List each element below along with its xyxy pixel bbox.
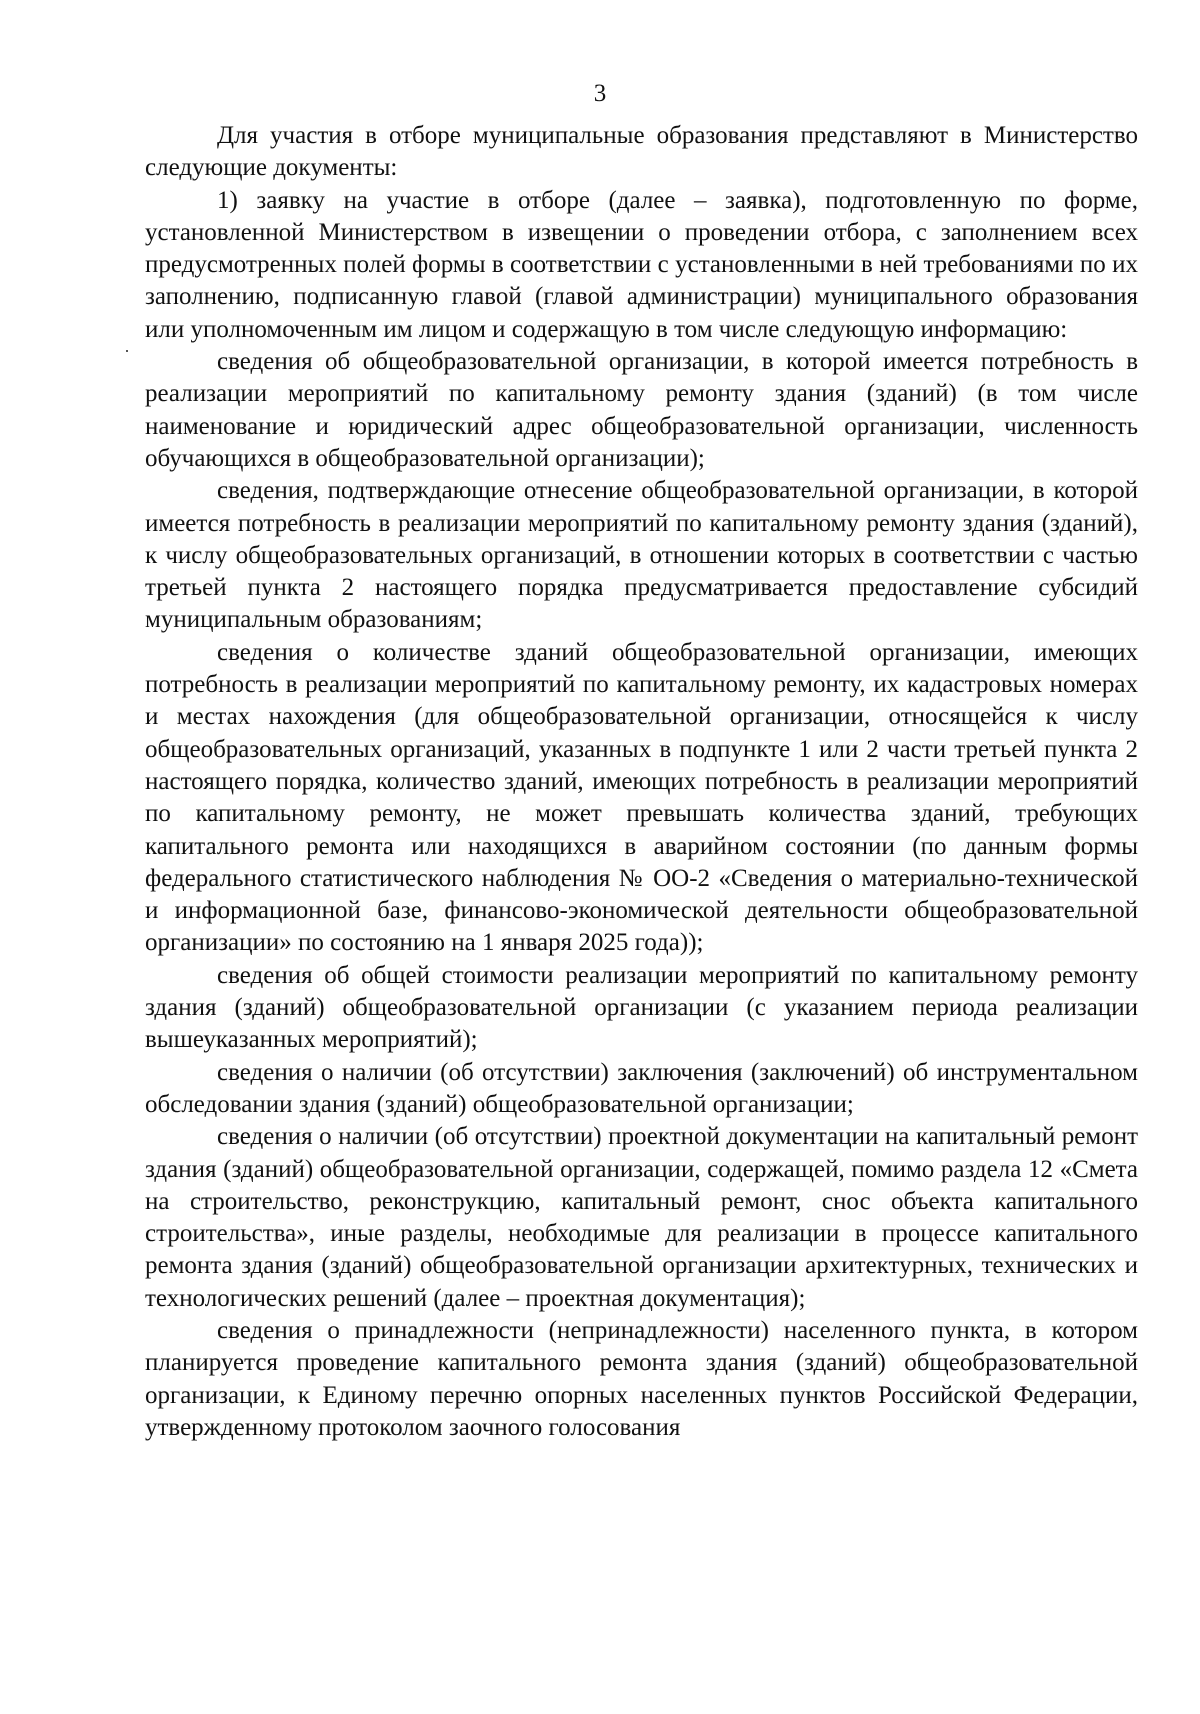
paragraph-school-info: сведения об общеобразовательной организации, в которой имеется потребность в реализации мероприятий по капитальному ремонту здания (зданий) (в том числе наименование и юридический адрес общеобразовательной организации, численность обучающихся в общеобразовательной организации);	[145, 348, 1138, 472]
scan-speck	[126, 350, 128, 352]
document-body	[145, 120, 1138, 1444]
paragraph-intro: Для участия в отборе муниципальные образования представляют в Министерство следующие документы:	[145, 122, 1138, 182]
paragraph-school-eligibility: сведения, подтверждающие отнесение общеобразовательной организации, в которой имеется потребность в реализации мероприятий по капитальному ремонту здания (зданий), к числу общеобразовательных организаций, в отношении которых в соответствии с частью третьей пункта 2 настоящего порядка предусматривается предоставление субсидий муниципальным образованиям;	[145, 477, 1138, 634]
paragraph-item-1-application: 1) заявку на участие в отборе (далее – заявка), подготовленную по форме, установленной Министерством в извещении о проведении отбора, с заполнением всех предусмотренных полей формы в соответствии с установленными в ней требованиями по их заполнению, подписанную главой (главой администрации) муниципального образования или уполномоченным им лицом и содержащую в том числе следующую информацию:	[145, 186, 1138, 343]
paragraph-settlement-list: сведения о принадлежности (непринадлежности) населенного пункта, в котором планируется проведение капитального ремонта здания (зданий) общеобразовательной организации, к Единому перечню опорных населенных пунктов Российской Федерации, утвержденному протоколом заочного голосования	[145, 1316, 1138, 1441]
paragraph-total-cost: сведения об общей стоимости реализации мероприятий по капитальному ремонту здания (зданий) общеобразовательной организации (с указанием периода реализации вышеуказанных мероприятий);	[145, 961, 1138, 1054]
paragraph-design-documentation: сведения о наличии (об отсутствии) проектной документации на капитальный ремонт здания (зданий) общеобразовательной организации, содержащей, помимо раздела 12 «Смета на строительство, реконструкцию, капитальный ремонт, снос объекта капитального строительства», иные разделы, необходимые для реализации в процессе капитального ремонта здания (зданий) общеобразовательной организации архитектурных, технических и технологических решений (далее – проектная документация);	[145, 1123, 1138, 1312]
paragraph-buildings-count: сведения о количестве зданий общеобразовательной организации, имеющих потребность в реализации мероприятий по капитальному ремонту, их кадастровых номерах и местах нахождения (для общеобразовательной организации, относящейся к числу общеобразовательных организаций, указанных в подпункте 1 или 2 части третьей пункта 2 настоящего порядка, количество зданий, имеющих потребность в реализации мероприятий по капитальному ремонту, не может превышать количества зданий, требующих капитального ремонта или находящихся в аварийном состоянии (по данным формы федерального статистического наблюдения № ОО-2 «Сведения о материально-технической и информационной базе, финансово-экономической деятельности общеобразовательной организации» по состоянию на 1 января 2025 года));	[145, 638, 1138, 957]
paragraph-inspection-conclusion: сведения о наличии (об отсутствии) заключения (заключений) об инструментальном обследовании здания (зданий) общеобразовательной организации;	[145, 1058, 1138, 1118]
page-number: 3	[593, 80, 607, 107]
